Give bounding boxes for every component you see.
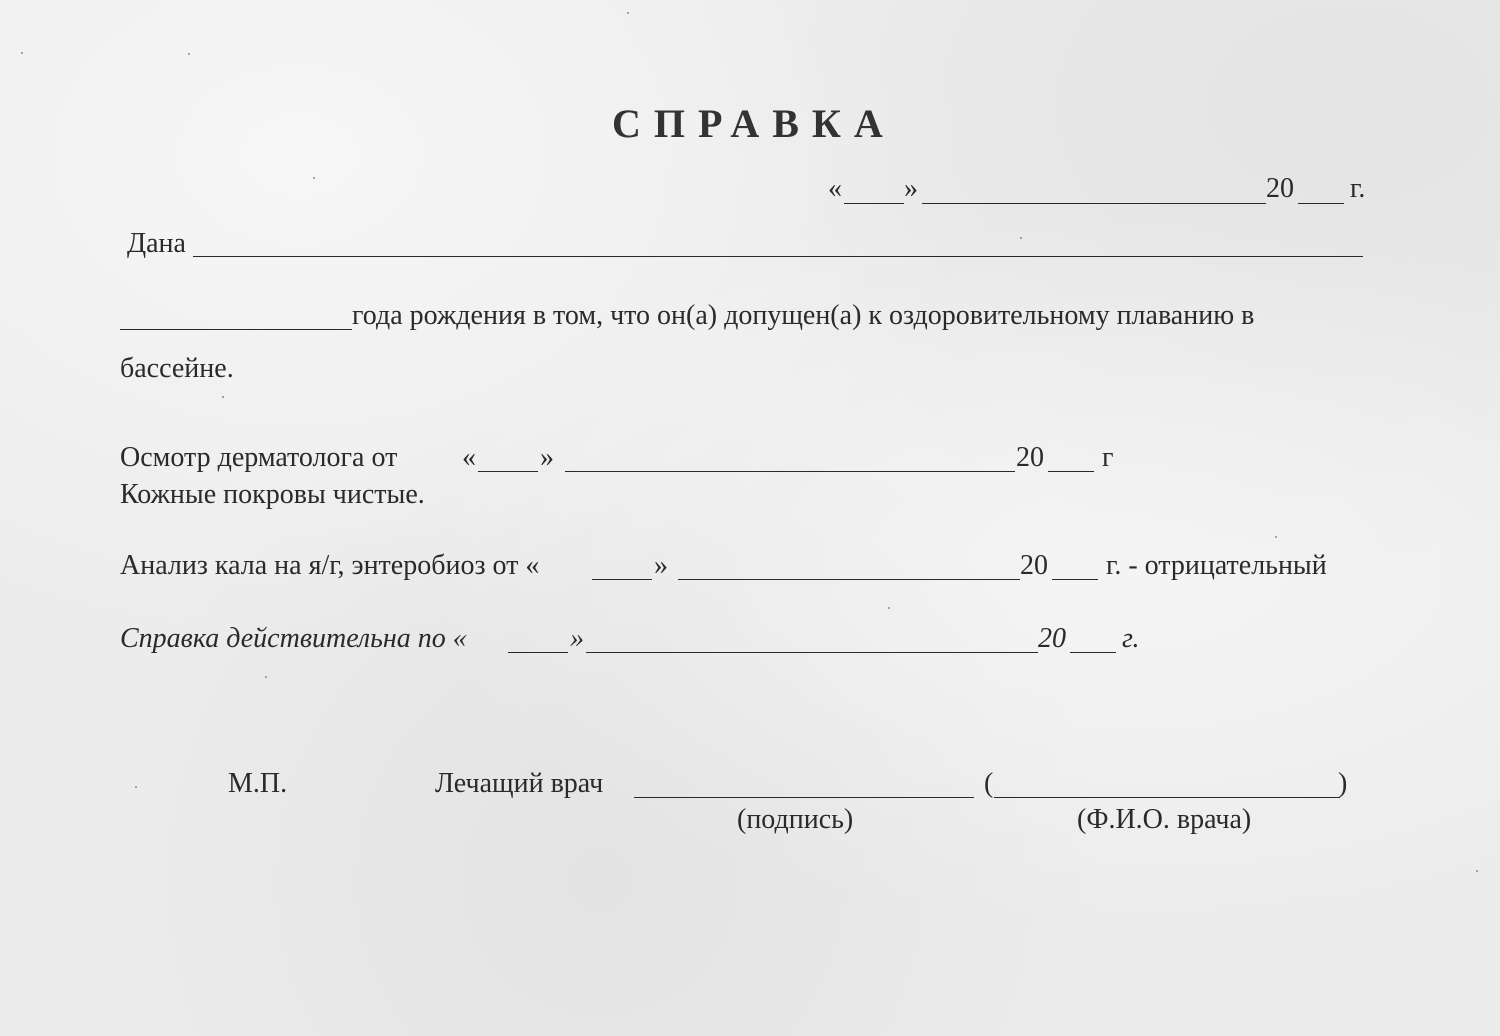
paper-speck (888, 607, 890, 609)
paper-speck (188, 53, 190, 55)
stool-test-day-blank[interactable] (592, 579, 652, 580)
stool-test-close-quote: » (654, 550, 668, 581)
paper-speck (21, 52, 23, 54)
paper-speck (135, 786, 137, 788)
paper-speck (1020, 237, 1022, 239)
date-day-blank[interactable] (844, 203, 904, 204)
dermatologist-year-prefix: 20 (1016, 442, 1044, 473)
document-title: СПРАВКА (612, 101, 896, 146)
dermatologist-close-quote: » (540, 442, 554, 473)
validity-year-prefix: 20 (1038, 623, 1066, 654)
validity-year-blank[interactable] (1070, 652, 1116, 653)
dermatologist-result: Кожные покровы чистые. (120, 479, 425, 510)
stamp-label: М.П. (228, 768, 288, 799)
birth-line-text: года рождения в том, что он(а) допущен(а) к оздоровительному плаванию в (352, 300, 1255, 331)
paper-speck (627, 12, 629, 14)
date-year-prefix: 20 (1266, 173, 1294, 204)
stool-test-year-prefix: 20 (1020, 550, 1048, 581)
doctor-name-close-paren: ) (1338, 768, 1348, 799)
date-year-suffix: г. (1350, 173, 1366, 204)
doctor-name-open-paren: ( (984, 768, 994, 799)
validity-month-blank[interactable] (586, 652, 1038, 653)
paper-speck (313, 177, 315, 179)
birth-line-continuation: бассейне. (120, 353, 234, 384)
doctor-name-blank[interactable] (994, 797, 1340, 798)
date-close-quote: » (904, 173, 918, 204)
doctor-name-caption: (Ф.И.О. врача) (1077, 804, 1252, 835)
dermatologist-year-blank[interactable] (1048, 471, 1094, 472)
given-to-label: Дана (127, 228, 186, 259)
paper-speck (1275, 536, 1277, 538)
validity-day-blank[interactable] (508, 652, 568, 653)
stool-test-year-blank[interactable] (1052, 579, 1098, 580)
birth-year-blank[interactable] (120, 329, 352, 330)
validity-close-quote: » (570, 623, 584, 654)
date-open-quote: « (828, 173, 842, 204)
given-to-name-blank[interactable] (193, 256, 1363, 257)
signature-caption: (подпись) (737, 804, 854, 835)
paper-speck (1476, 870, 1478, 872)
dermatologist-day-blank[interactable] (478, 471, 538, 472)
dermatologist-month-blank[interactable] (565, 471, 1015, 472)
doctor-signature-blank[interactable] (634, 797, 974, 798)
stool-test-result: г. - отрицательный (1106, 550, 1327, 581)
dermatologist-year-suffix: г (1102, 442, 1114, 473)
date-year-blank[interactable] (1298, 203, 1344, 204)
dermatologist-open-quote: « (462, 442, 476, 473)
validity-label: Справка действительна по « (120, 623, 467, 654)
stool-test-month-blank[interactable] (678, 579, 1020, 580)
paper-speck (222, 396, 224, 398)
dermatologist-label: Осмотр дерматолога от (120, 442, 398, 473)
validity-year-suffix: г. (1122, 623, 1140, 654)
stool-test-label: Анализ кала на я/г, энтеробиоз от « (120, 550, 540, 581)
date-month-blank[interactable] (922, 203, 1266, 204)
doctor-label: Лечащий врач (435, 768, 604, 799)
paper-speck (265, 676, 267, 678)
